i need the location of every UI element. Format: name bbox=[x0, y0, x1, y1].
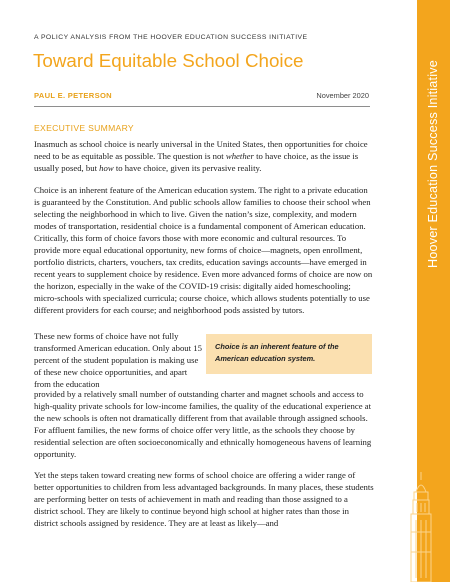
document-title: Toward Equitable School Choice bbox=[33, 50, 304, 71]
paragraph-new-forms-top: These new forms of choice have not fully transformed American education. Only about 15 percent of the student population is making use of these new choice opportunities, and apart from the education bbox=[34, 331, 202, 389]
header-divider bbox=[34, 106, 370, 107]
byline bbox=[34, 91, 369, 100]
kicker-line: A POLICY ANALYSIS FROM THE HOOVER EDUCATION SUCCESS INITIATIVE bbox=[34, 34, 308, 41]
text-run: to have choice, given its pervasive reality. bbox=[113, 163, 262, 173]
hoover-tower-icon bbox=[392, 470, 450, 582]
emphasis-text: how bbox=[99, 163, 114, 173]
paragraph-choice-feature: Choice is an inherent feature of the American education system. The right to a private education is guaranteed by the Constitution. And public schools allow families to choose their school when selecting the neighborhood in which to live. Given the nation’s size, complexity, and modern modes of transportation, residential choice is a fundamental component of American education. Critically, this form of choice favors those with more economic and cultural resources. To provide more equal educational opportunity, new forms of choice—magnets, open enrollment, portfolio districts, charters, vouchers, tax credits, education savings accounts—have emerged in recent years to supplement choice by residence. Even more advanced forms of choice are now on the horizon, especially in the wake of the COVID-19 crisis: digitally aided homeschooling; micro-schools with specialized curricula; course choice, which allows students potentially to use different providers for each course; and neighborhood pods assisted by tutors. bbox=[34, 185, 373, 315]
paragraph-opportunities: Yet the steps taken toward creating new forms of school choice are offering a wider range of better opportunities to children from less advantaged backgrounds. In many places, these students are performing better on tests of achievement in math and reading than those assigned to a district school. They are likely to continue beyond high school at higher rates than those in district schools assigned by residence. They are at least as likely—and bbox=[34, 470, 374, 528]
section-heading: EXECUTIVE SUMMARY bbox=[34, 123, 134, 133]
sidebar-label: Hoover Education Success Initiative bbox=[426, 60, 440, 268]
paragraph-new-forms-bottom: provided by a relatively small number of outstanding charter and magnet schools and access to high-quality private schools for low-income families, the quality of the educational experience at the new schools is often not dramatically different from that available through assigned schools. For affluent families, the new forms of choice offer very little, as the schools they choose by residential selection are often socioeconomically and ethnically homogeneous havens of learning opportunity. bbox=[34, 389, 372, 459]
text-run: Inasmuch as school choice is nearly universal in the United States, then opportunities for choice need to be as equitable as possible. The question is not bbox=[34, 139, 368, 161]
paragraph-intro bbox=[34, 138, 374, 174]
pull-quote: Choice is an inherent feature of the American education system. bbox=[206, 334, 372, 374]
publication-date: November 2020 bbox=[316, 91, 369, 100]
text-run: to have choice, as the issue is usually posed, but bbox=[34, 151, 359, 173]
emphasis-text: whether bbox=[225, 151, 254, 161]
author-name: PAUL E. PETERSON bbox=[34, 91, 112, 100]
